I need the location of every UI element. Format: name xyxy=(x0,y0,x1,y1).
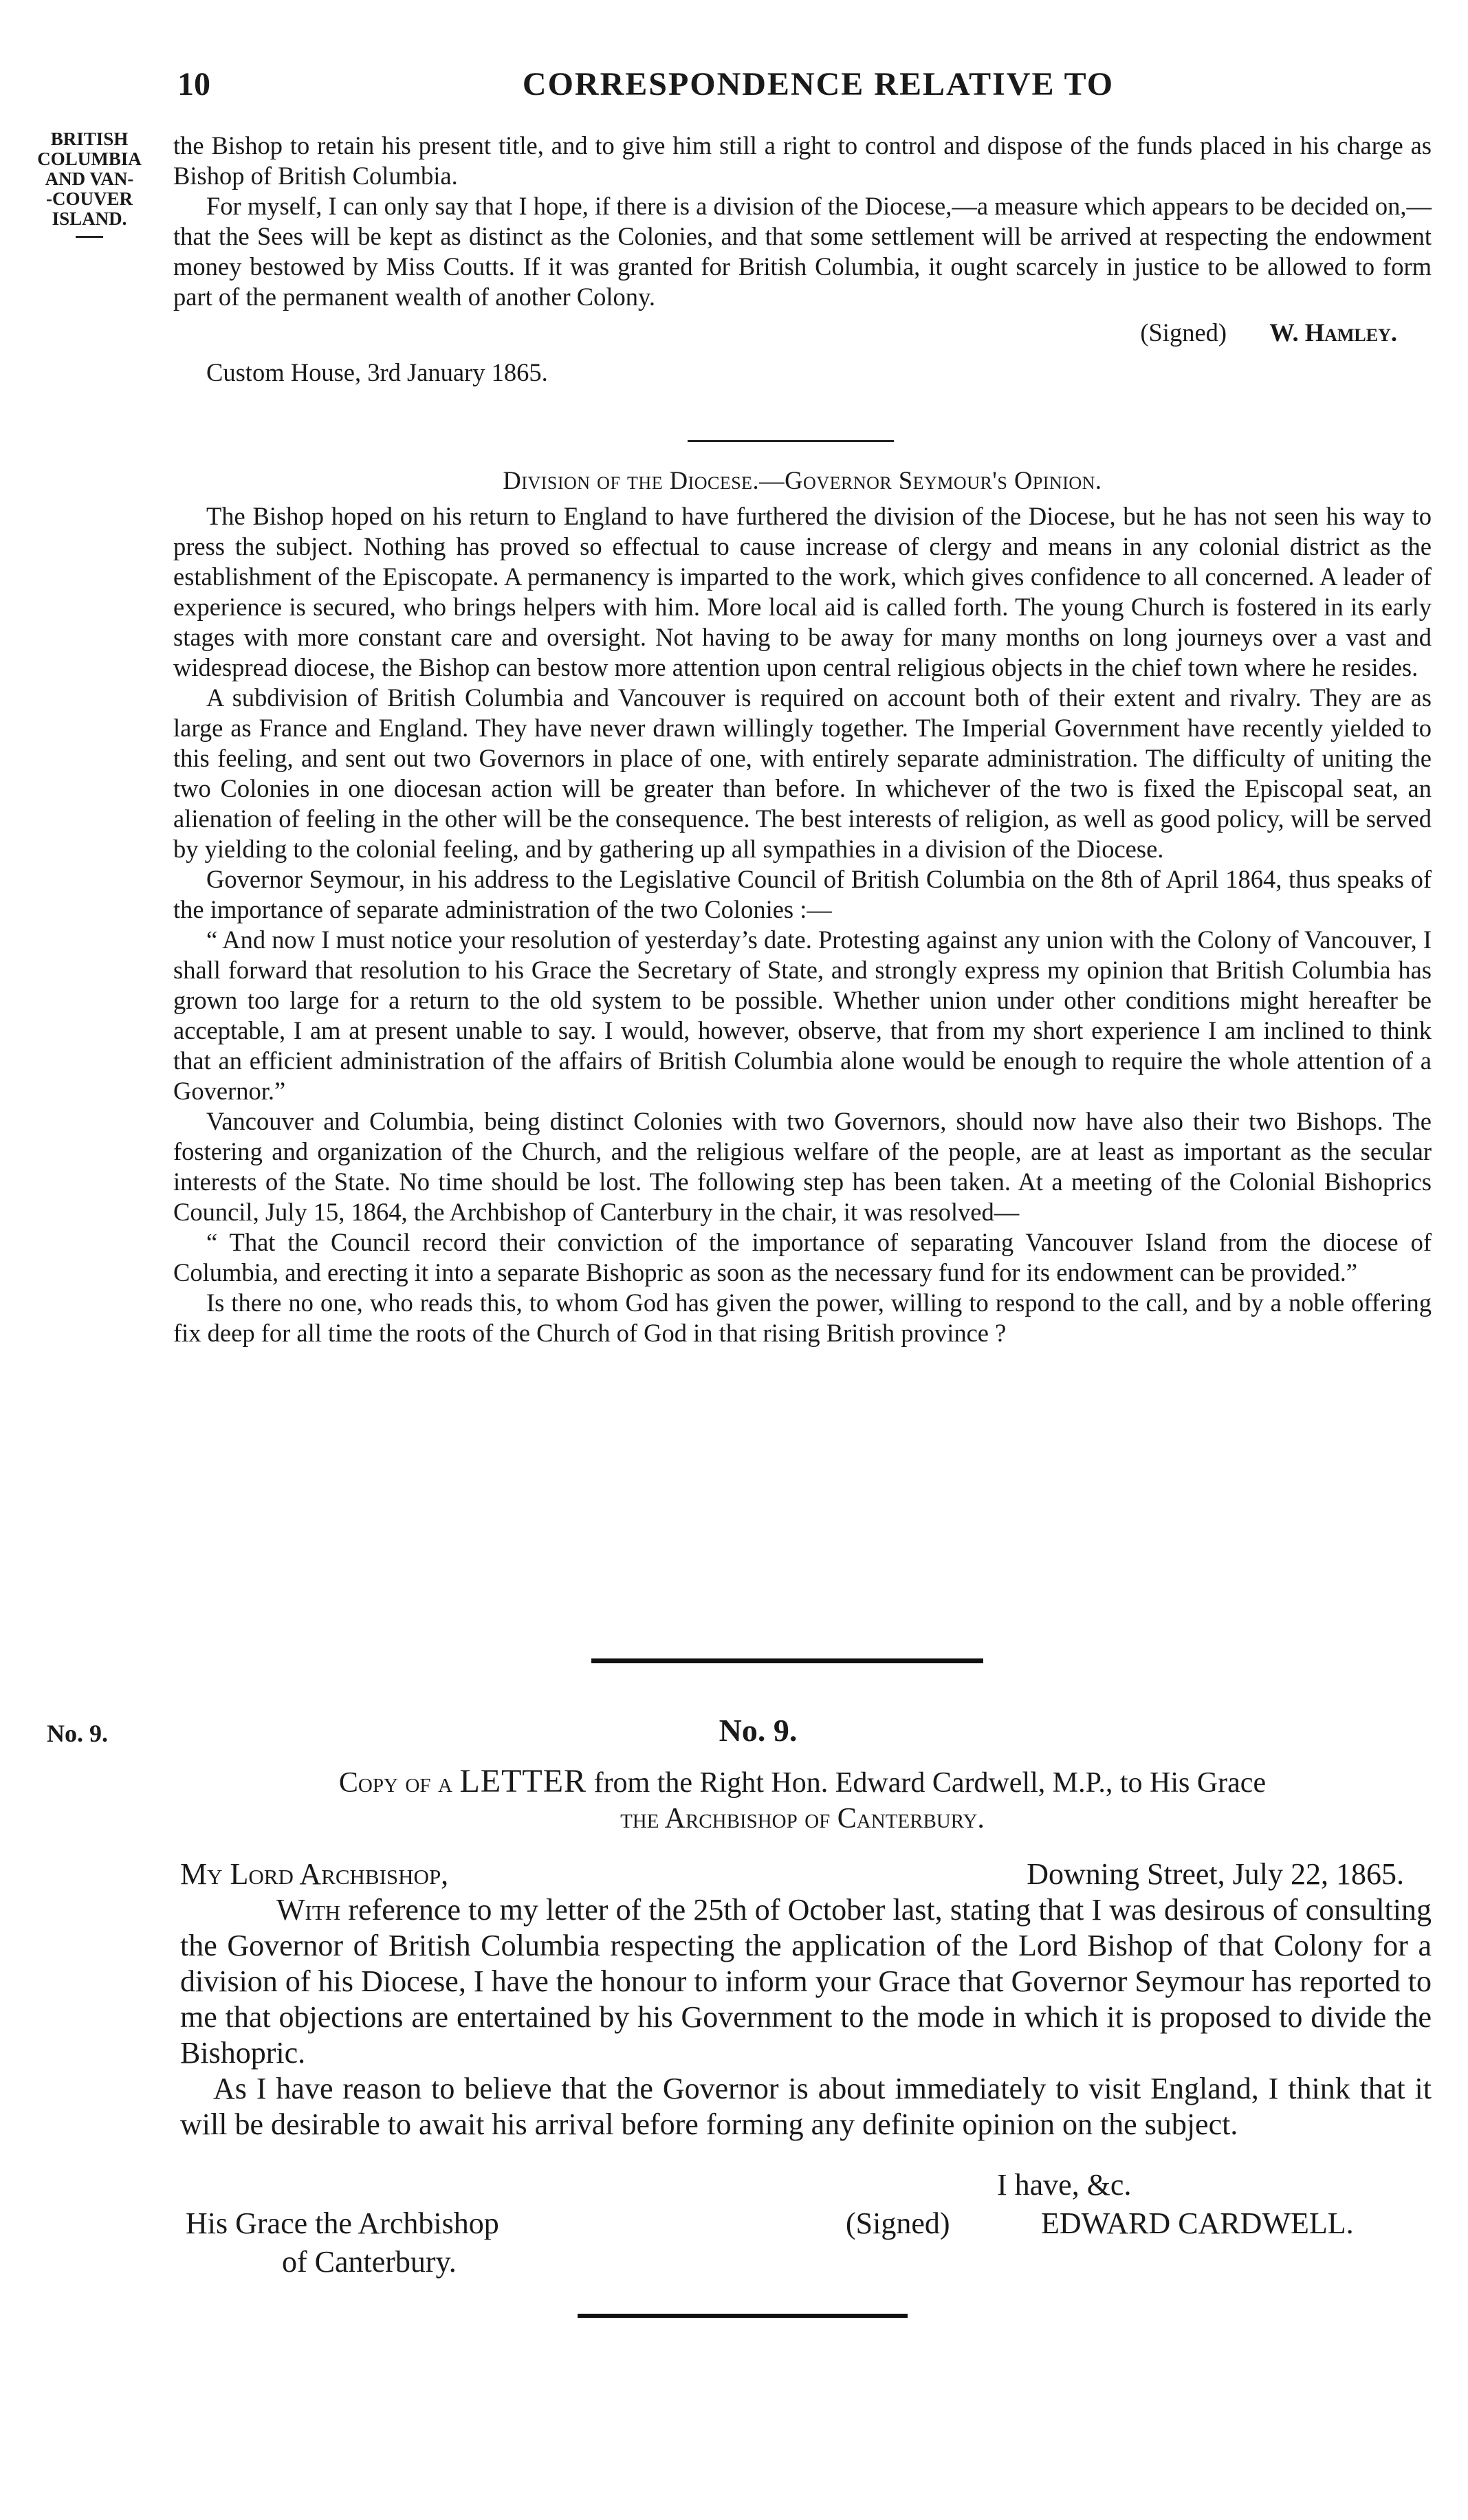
addressee: His Grace the Archbishop xyxy=(186,2206,499,2240)
salutation: My Lord Archbishop, xyxy=(180,1857,449,1891)
paragraph: The Bishop hoped on his return to England to have furthered the division of the Diocese, but he has not seen his way to press the subject. Nothing has proved so effectual to cause increase of clergy and means in any colonial district as the establishment of the Episcopate. A permanency is imparted to the work, which gives confidence to all concerned. A leader of experience is secured, who brings helpers with him. More local aid is called forth. The young Church is fostered in its early stages with more constant care and oversight. Not having to be away for many months on long journeys over a vast and widespread diocese, the Bishop can bestow more attention upon central religious objects in the chief town where he resides. xyxy=(173,502,1432,681)
marginal-note-line: -COUVER xyxy=(46,188,133,209)
marginal-note-line: AND VAN- xyxy=(45,168,134,189)
paragraph xyxy=(180,1892,1432,2071)
paragraph: As I have reason to believe that the Governor is about immediately to visit England, I think that it will be desirable to await his arrival before forming any definite opinion on the subject. xyxy=(180,2072,1432,2141)
addressee: of Canterbury. xyxy=(282,2245,457,2279)
page-number: 10 xyxy=(177,66,210,102)
letter-title-text: from the Right Hon. Edward Cardwell, M.P., to His Grace xyxy=(587,1767,1267,1799)
marginal-note-line: ISLAND. xyxy=(52,208,127,229)
page-header xyxy=(0,65,1468,113)
quotation: “ And now I must notice your resolution of yesterday’s date. Protesting against any union with the Colony of Vancouver, I shall forward that resolution to his Grace the Secretary of State, and strongly express my opinion that British Columbia has grown too large for a return to the old system to be possible. Whether union under other conditions might hereafter be acceptable, I am at present unable to say. I would, however, observe, that from my short experience I am inclined to think that an efficient administration of the affairs of British Columbia alone would be enough to require the whole attention of a Governor.” xyxy=(173,925,1432,1105)
section-divider xyxy=(591,1658,983,1663)
closing-divider xyxy=(578,2314,908,2318)
hamley-letter-continuation xyxy=(173,131,1432,388)
marginal-note-line: COLUMBIA xyxy=(37,149,142,169)
letter-title-line: the Archbishop of Canterbury. xyxy=(620,1803,985,1834)
dateline: Custom House, 3rd January 1865. xyxy=(206,358,548,386)
signature-line xyxy=(173,318,1432,348)
quotation: “ That the Council record their conviction of the importance of separating Vancouver Island from the diocese of Columbia, and erecting it into a separate Bishopric as soon as the necessary fund for its endowment can be provided.” xyxy=(173,1228,1432,1286)
paragraph: Vancouver and Columbia, being distinct Colonies with two Governors, should now have also their two Bishops. The fostering and organization of the Church, and the religious welfare of the people, are at least as important as the secular interests of the State. No time should be lost. The following step has been taken. At a meeting of the Colonial Bishoprics Council, July 15, 1864, the Archbishop of Canterbury in the chair, it was resolved— xyxy=(173,1107,1432,1226)
signatory: W. Hamley. xyxy=(1269,318,1397,347)
paragraph: Is there no one, who reads this, to whom God has given the power, willing to respond to the call, and by a noble offering fix deep for all time the roots of the Church of God in that rising British province ? xyxy=(173,1289,1432,1347)
signed-label: (Signed) xyxy=(846,2206,950,2240)
paragraph: the Bishop to retain his present title, and to give him still a right to control and dispose of the funds placed in his charge as Bishop of British Columbia. xyxy=(173,131,1432,190)
marginal-divider xyxy=(76,236,103,238)
paragraph: A subdivision of British Columbia and Vancouver is required on account both of their extent and rivalry. They are as large as France and England. They have never drawn willingly together. The Imperial Government have recently yielded to this feeling, and sent out two Governors in place of one, with entirely separate administration. The difficulty of uniting the two Colonies in one diocesan action will be greater than before. In whichever of the two is fixed the Episcopal seat, an alienation of feeling in the other will be the consequence. The best interests of religion, as well as good policy, will be served by yielding to the colonial feeling, and by gathering up all sympathies in a division of the Diocese. xyxy=(173,683,1432,863)
letter-body xyxy=(180,1892,1432,2143)
section-divider xyxy=(688,440,894,442)
paragraph: For myself, I can only say that I hope, if there is a division of the Diocese,—a measure which appears to be decided on,—that the Sees will be kept as distinct as the Colonies, and that some settlement will be arrived at respecting the endowment money bestowed by Miss Coutts. If it was granted for British Columbia, it ought scarcely in justice to be allowed to form part of the permanent wealth of another Colony. xyxy=(173,192,1432,311)
complimentary-close: I have, &c. xyxy=(997,2168,1132,2202)
letter-title-line xyxy=(173,1764,1432,1801)
running-title: CORRESPONDENCE RELATIVE TO xyxy=(522,66,1115,102)
place-and-date: Downing Street, July 22, 1865. xyxy=(1027,1857,1404,1891)
marginal-letter-number: No. 9. xyxy=(47,1720,108,1747)
paragraph: Governor Seymour, in his address to the Legislative Council of British Columbia on the 8th of April 1864, thus speaks of the importance of separate administration of the two Colonies :— xyxy=(173,865,1432,923)
signatory: EDWARD CARDWELL. xyxy=(1041,2206,1354,2240)
diocese-division-section xyxy=(173,465,1432,1348)
letter-title-text: Copy of a xyxy=(338,1767,460,1799)
letter-number: No. 9. xyxy=(719,1713,798,1748)
paragraph-text: reference to my letter of the 25th of October last, stating that I was desirous of consulting the Governor of British Columbia respecting the application of the Lord Bishop of that Colony for a division of his Diocese, I have the honour to inform your Grace that Governor Seymour has reported to me that objections are entertained by his Government to the mode in which it is proposed to divide the Bishopric. xyxy=(180,1893,1432,2070)
paragraph-lead: With xyxy=(276,1893,341,1927)
letter-closing xyxy=(180,2166,1418,2303)
marginal-note-line: BRITISH xyxy=(50,129,129,149)
marginal-note xyxy=(28,129,151,238)
signed-label: (Signed) xyxy=(1140,318,1227,347)
letter-title-text: LETTER xyxy=(459,1763,587,1799)
letter-title xyxy=(173,1764,1432,1837)
section-heading: Division of the Diocese.—Governor Seymour's Opinion. xyxy=(503,466,1102,494)
